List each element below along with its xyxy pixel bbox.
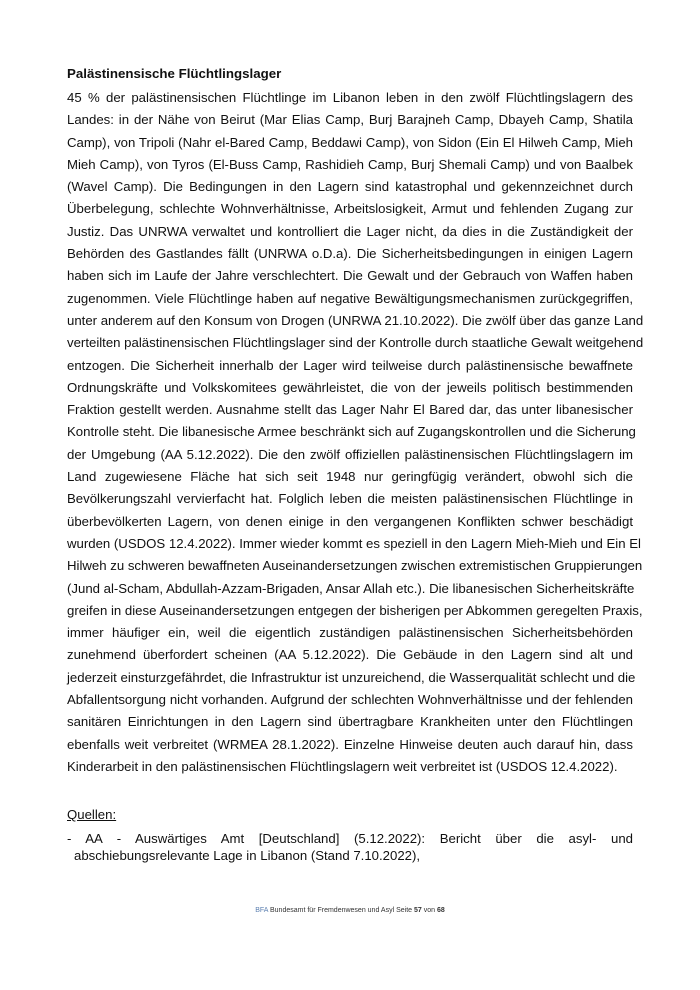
footer-of-label: von	[423, 907, 436, 914]
paragraph-line: (Jund al-Scham, Abdullah-Azzam-Brigaden, Ansar Allah etc.). Die libanesischen Sicherheitskräfte	[67, 580, 635, 596]
paragraph-line: Landes: in der Nähe von Beirut (Mar Elias Camp, Burj Barajneh Camp, Dbayeh Camp, Shatila	[67, 112, 633, 128]
paragraph-line: sanitären Einrichtungen in den Lagern sind übertragbare Krankheiten unter den Flüchtlingen	[67, 714, 633, 730]
paragraph-line: zunehmend überfordert scheinen (AA 5.12.2022). Die Gebäude in den Lagern sind alt und	[67, 647, 633, 663]
paragraph-line: Hilweh zu schweren bewaffneten Auseinandersetzungen zwischen extremistischen Gruppierungen	[67, 558, 643, 574]
paragraph-line: greifen in diese Auseinandersetzungen entgegen der bisherigen per Abkommen geregelten Praxis,	[67, 602, 643, 618]
paragraph-line: Ordnungskräfte und Volkskomitees gewährleistet, die von der jeweils politisch bestimmenden	[67, 379, 633, 395]
paragraph-line: Bevölkerungszahl vervierfacht hat. Folglich leben die meisten palästinensischen Flüchtlinge in	[67, 491, 633, 507]
paragraph-line: Abfallentsorgung nicht vorhanden. Aufgrund der schlechten Wohnverhältnisse und der fehlenden	[67, 692, 633, 708]
paragraph-line: Camp), von Tripoli (Nahr el-Bared Camp, Beddawi Camp), von Sidon (Ein El Hilweh Camp, Mieh	[67, 134, 633, 150]
paragraph-line: (Wavel Camp). Die Bedingungen in den Lagern sind katastrophal und gekennzeichnet durch	[67, 179, 633, 195]
paragraph-line: zugenommen. Viele Flüchtlinge haben auf negative Bewältigungsmechanismen zurückgegriffen,	[67, 290, 633, 306]
footer-page-number: 57	[414, 907, 422, 914]
paragraph-line: Fraktion gestellt werden. Ausnahme stellt das Lager Nahr El Bared dar, das unter libanesischer	[67, 402, 633, 418]
paragraph-line: Kontrolle steht. Die libanesische Armee beschränkt sich auf Zugangskontrollen und die Sicherung	[67, 424, 636, 440]
paragraph-line: haben sich im Laufe der Jahre verschlechtert. Die Gewalt und der Gebrauch von Waffen haben	[67, 268, 633, 284]
paragraph-line: unter anderem auf den Konsum von Drogen (UNRWA 21.10.2022). Die zwölf über das ganze Land	[67, 312, 644, 328]
page-footer	[0, 907, 700, 914]
body-paragraph	[67, 87, 644, 778]
footer-brand: BFA	[255, 907, 269, 914]
source-line: - AA - Auswärtiges Amt [Deutschland] (5.12.2022): Bericht über die asyl- und	[67, 831, 633, 846]
section-title: Palästinensische Flüchtlingslager	[67, 66, 282, 81]
source-item	[67, 830, 633, 864]
footer-page-label: Seite	[396, 907, 413, 914]
paragraph-line: entzogen. Die Sicherheit innerhalb der Lager wird teilweise durch palästinensische bewaffnete	[67, 357, 633, 373]
source-line: abschiebungsrelevante Lage in Libanon (Stand 7.10.2022),	[74, 848, 421, 863]
paragraph-line: Land zugewiesene Fläche hat sich seit 1948 nur geringfügig verändert, obwohl sich die	[67, 469, 633, 485]
paragraph-line: verteilten palästinensischen Flüchtlingslager sind der Kontrolle durch staatliche Gewalt weitgehend	[67, 335, 644, 351]
sources-heading: Quellen:	[67, 807, 117, 822]
paragraph-line: überbevölkerten Lagern, von denen einige in den vergangenen Konflikten schwer beschädigt	[67, 513, 633, 529]
paragraph-line: wurden (USDOS 12.4.2022). Immer wieder kommt es speziell in den Lagern Mieh-Mieh und Ein El	[67, 535, 641, 551]
paragraph-line: immer häufiger ein, weil die eigentlich zuständigen palästinensischen Sicherheitsbehörden	[67, 625, 633, 641]
paragraph-line: Behörden des Gastlandes fällt (UNRWA o.D.a). Die Sicherheitsbedingungen in einigen Lagern	[67, 246, 633, 262]
paragraph-line: Kinderarbeit in den palästinensischen Flüchtlingslagern weit verbreitet ist (USDOS 12.4.2022).	[67, 758, 618, 774]
paragraph-line: der Umgebung (AA 5.12.2022). Die den zwölf offiziellen palästinensischen Flüchtlingslagern im	[67, 446, 633, 462]
paragraph-line: 45 % der palästinensischen Flüchtlinge im Libanon leben in den zwölf Flüchtlingslagern des	[67, 90, 633, 105]
paragraph-line: Überbelegung, schlechte Wohnverhältnisse, Arbeitslosigkeit, Armut und fehlenden Zugang zur	[67, 201, 633, 217]
paragraph-line: Mieh Camp), von Tyros (El-Buss Camp, Rashidieh Camp, Burj Shemali Camp) und von Baalbek	[67, 156, 633, 172]
footer-org: Bundesamt für Fremdenwesen und Asyl	[270, 907, 395, 914]
paragraph-line: Justiz. Das UNRWA verwaltet und kontrolliert die Lager nicht, da dies in die Zuständigkeit der	[67, 223, 633, 239]
footer-page-total: 68	[437, 907, 445, 914]
paragraph-line: ebenfalls weit verbreitet (WRMEA 28.1.2022). Einzelne Hinweise deuten auch darauf hin, dass	[67, 736, 633, 752]
paragraph-line: jederzeit einsturzgefährdet, die Infrastruktur ist unzureichend, die Wasserqualität schlecht und die	[67, 669, 636, 685]
